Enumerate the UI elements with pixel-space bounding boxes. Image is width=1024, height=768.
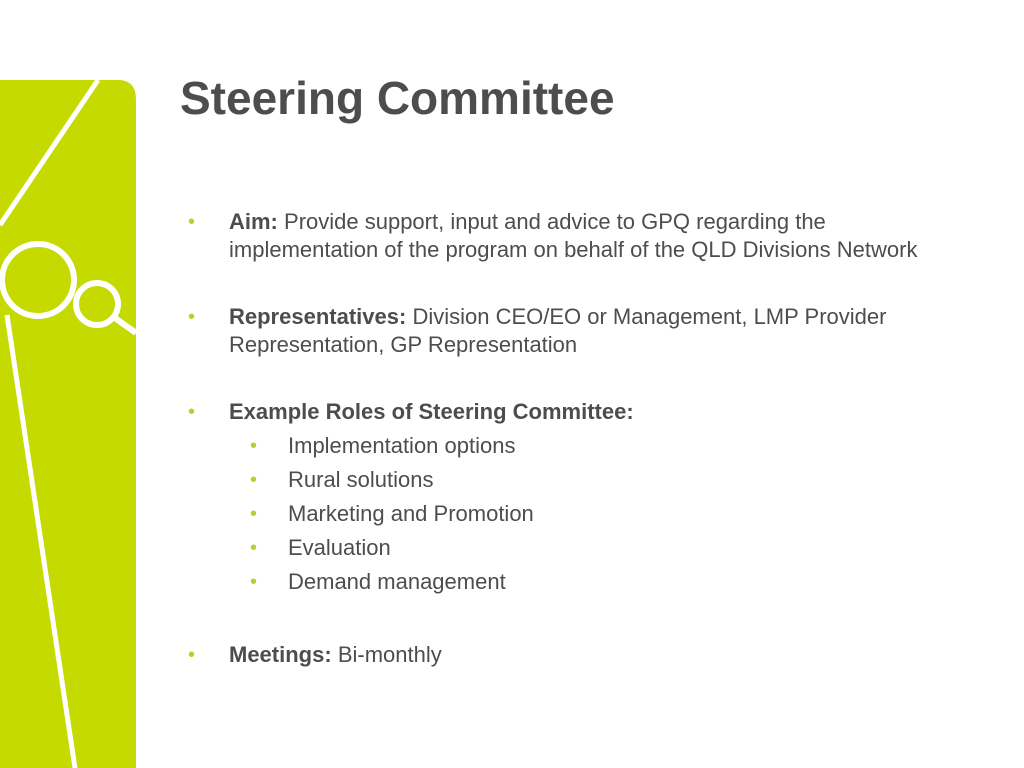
bullet-dot: • (250, 571, 258, 593)
bullet-representatives (188, 303, 978, 359)
bullet-representatives-label: Representatives: (229, 304, 407, 329)
bullet-aim (188, 208, 978, 264)
list-item-text: Evaluation (288, 535, 391, 560)
list-item-text: Marketing and Promotion (288, 501, 534, 526)
bullet-dot: • (188, 401, 196, 423)
bullet-roles (188, 398, 978, 426)
bullet-dot: • (250, 537, 258, 559)
list-item (188, 568, 978, 602)
bullet-representatives-text: Division CEO/EO or Management, LMP Provider Representation, GP Representation (229, 304, 887, 357)
bullet-meetings (188, 641, 978, 669)
list-item-text: Demand management (288, 569, 506, 594)
bullet-meetings-text: Bi-monthly (337, 642, 442, 667)
bullet-dot: • (250, 469, 258, 491)
list-item (188, 500, 978, 534)
list-item (188, 466, 978, 500)
bullet-dot: • (188, 644, 196, 666)
page-title: Steering Committee (180, 72, 615, 124)
list-item (188, 534, 978, 568)
sidebar-green-panel (0, 80, 136, 768)
bullet-dot: • (188, 306, 196, 328)
bullet-dot: • (188, 211, 196, 233)
roles-sub-list (188, 432, 978, 602)
bullet-roles-label: Example Roles of Steering Committee: (229, 399, 634, 424)
list-item-text: Implementation options (288, 433, 516, 458)
bullet-meetings-label: Meetings: (229, 642, 332, 667)
bullet-list (188, 208, 978, 669)
bullet-dot: • (250, 503, 258, 525)
list-item (188, 432, 978, 466)
bullet-aim-label: Aim: (229, 209, 278, 234)
bullet-aim-text: Provide support, input and advice to GPQ regarding the implementation of the program on behalf of the QLD Divisions Network (229, 209, 918, 262)
decorative-sidebar-graphic (0, 0, 140, 768)
bullet-dot: • (250, 435, 258, 457)
list-item-text: Rural solutions (288, 467, 434, 492)
